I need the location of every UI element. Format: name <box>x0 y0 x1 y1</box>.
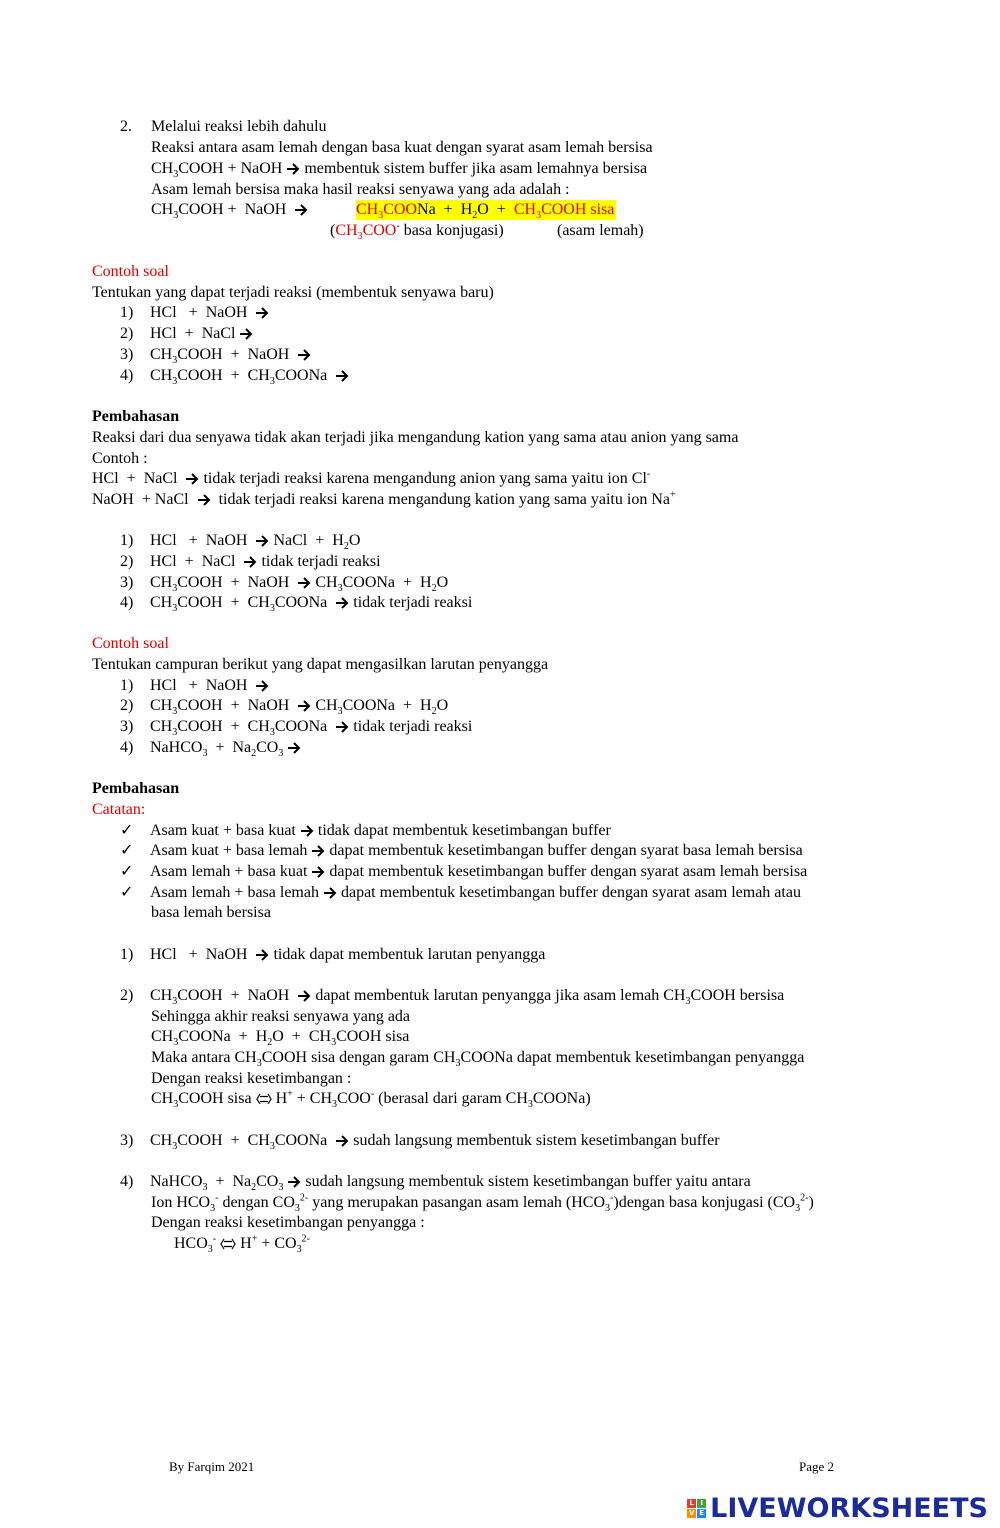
intro-equation-products: $CH_3COONa + H_2O$ + $CH_3COOH$ sisa <box>356 201 615 222</box>
checkmark-icon: ✓ <box>120 863 134 880</box>
answer-2: 2) $CH_3COOH$ + NaOH dapat membentuk larutan penyangga jika asam lemah $CH_3COOH$ bersisa <box>120 987 785 1008</box>
pembahasan-2-heading: Pembahasan <box>92 780 180 797</box>
answer-2-line-6: $CH_3COOH$ sisa $H^+ + CH_3COO^-$ (berasal dari garam $CH_3COONa$) <box>151 1088 591 1111</box>
right-arrow-icon <box>286 163 300 175</box>
right-arrow-icon <box>300 825 314 837</box>
logo-mark-icon: L I V E <box>687 1499 706 1518</box>
list-item: 2) HCl + NaCl <box>120 324 253 344</box>
checkmark-icon: ✓ <box>120 822 134 839</box>
answer-4: 4) NaHCO$_3$ + $Na_2CO_3$ sudah langsung membentuk sistem kesetimbangan buffer yaitu antara <box>120 1173 751 1194</box>
pembahasan-1-rule: Reaksi dari dua senyawa tidak akan terjadi jika mengandung kation yang sama atau anion yang sama <box>92 429 739 446</box>
checkmark-icon: ✓ <box>120 884 134 901</box>
right-arrow-icon <box>294 204 308 216</box>
intro-line-3: $CH_3COOH$ + NaOH membentuk sistem buffer jika asam lemahnya bersisa <box>151 160 648 181</box>
list-item: 4) $CH_3COOH$ + $CH_3COONa$ tidak terjadi reaksi <box>120 594 473 615</box>
pembahasan-1-contoh-label: Contoh : <box>92 450 148 467</box>
list-item: 1) HCl + NaOH <box>120 303 269 323</box>
answer-3: 3) $CH_3COOH$ + $CH_3COONa$ sudah langsung membentuk sistem kesetimbangan buffer <box>120 1132 720 1153</box>
list-item: 4) NaHCO$_3$ + $Na_2CO_3$ <box>120 738 301 758</box>
footer-page-number: Page 2 <box>799 1459 835 1474</box>
answer-1: 1) HCl + NaOH tidak dapat membentuk larutan penyangga <box>120 946 546 963</box>
liveworksheets-logo[interactable] <box>687 1490 988 1526</box>
right-arrow-icon <box>297 700 311 712</box>
answer-2-line-2: Sehingga akhir reaksi senyawa yang ada <box>151 1008 411 1025</box>
list-item: 1) HCl + NaOH NaCl + $H_2O$ <box>120 532 361 553</box>
note-item: ✓ Asam kuat + basa kuat tidak dapat membentuk kesetimbangan buffer <box>120 822 611 839</box>
right-arrow-icon <box>297 349 311 361</box>
right-arrow-icon <box>311 866 325 878</box>
list-item: 4) $CH_3COOH$ + $CH_3COONa$ <box>120 366 349 386</box>
intro-line-3-text: membentuk sistem buffer jika asam lemahnya bersisa <box>304 160 648 177</box>
answer-4-line-3: Dengan reaksi kesetimbangan penyangga : <box>151 1214 425 1231</box>
answer-2-line-5: Dengan reaksi kesetimbangan : <box>151 1070 352 1087</box>
right-arrow-icon <box>335 370 349 382</box>
intro-line-1: Melalui reaksi lebih dahulu <box>151 118 327 135</box>
right-arrow-icon <box>197 494 211 506</box>
list-item: 1) HCl + NaOH <box>120 676 269 696</box>
contoh-soal-2-question: Tentukan campuran berikut yang dapat mengasilkan larutan penyangga <box>92 656 549 673</box>
list-item: 3) $CH_3COOH$ + NaOH <box>120 345 311 365</box>
pembahasan-1-heading: Pembahasan <box>92 408 180 425</box>
right-arrow-icon <box>311 845 325 857</box>
right-arrow-icon <box>323 887 337 899</box>
right-arrow-icon <box>255 949 269 961</box>
weak-acid-label: (asam lemah) <box>557 222 644 239</box>
pembahasan-1-example-1: HCl + NaCl tidak terjadi reaksi karena mengandung anion yang sama yaitu ion Cl- <box>92 468 651 487</box>
note-item: ✓ Asam kuat + basa lemah dapat membentuk kesetimbangan buffer dengan syarat basa lemah bersisa <box>120 842 803 859</box>
logo-text: LIVEWORKSHEETS <box>710 1492 988 1524</box>
contoh-soal-1-heading: Contoh soal <box>92 263 169 280</box>
footer-author: By Farqim 2021 <box>169 1459 255 1474</box>
intro-equation-labels: ($CH_3COO^-$ basa konjugasi) <box>330 220 504 243</box>
right-arrow-icon <box>287 742 301 754</box>
intro-line-4: Asam lemah bersisa maka hasil reaksi senyawa yang ada adalah : <box>151 181 570 198</box>
answer-2-line-3: $CH_3COONa + H_2O$ + $CH_3COOH$ sisa <box>151 1028 410 1049</box>
answer-4-line-4: $HCO_3^-$ $H^+ + CO_3^{2-}$ <box>174 1233 310 1256</box>
right-arrow-icon <box>287 1176 301 1188</box>
right-arrow-icon <box>297 990 311 1002</box>
list-item: 3) $CH_3COOH$ + NaOH $CH_3COONa + H_2O$ <box>120 574 449 595</box>
equilibrium-arrow-icon <box>220 1238 236 1250</box>
checkmark-icon: ✓ <box>120 842 134 859</box>
note-item-continuation: basa lemah bersisa <box>151 904 271 921</box>
contoh-soal-1-question: Tentukan yang dapat terjadi reaksi (membentuk senyawa baru) <box>92 284 494 301</box>
right-arrow-icon <box>255 535 269 547</box>
list-item: 2) $CH_3COOH$ + NaOH $CH_3COONa + H_2O$ <box>120 697 449 718</box>
right-arrow-icon <box>297 577 311 589</box>
right-arrow-icon <box>335 597 349 609</box>
answer-4-line-2: Ion $HCO_3^-$ dengan $CO_3^{2-}$ yang merupakan pasangan asam lemah $(HCO_3^-)dengan$ basa konjugasi $(CO_3^{2-})$ <box>151 1192 814 1215</box>
note-item: ✓ Asam lemah + basa lemah dapat membentuk kesetimbangan buffer dengan syarat asam lemah atau <box>120 884 801 901</box>
right-arrow-icon <box>335 721 349 733</box>
right-arrow-icon <box>185 473 199 485</box>
answer-2-line-4: Maka antara $CH_3COOH$ sisa dengan garam $CH_3COONa$ dapat membentuk kesetimbangan penyangga <box>151 1049 805 1070</box>
list-item: 2) HCl + NaCl tidak terjadi reaksi <box>120 553 381 570</box>
intro-item-number: 2. <box>120 118 132 135</box>
equilibrium-arrow-icon <box>256 1093 272 1105</box>
right-arrow-icon <box>335 1135 349 1147</box>
right-arrow-icon <box>255 680 269 692</box>
right-arrow-icon <box>239 328 253 340</box>
note-item: ✓ Asam lemah + basa kuat dapat membentuk kesetimbangan buffer dengan syarat asam lemah bersisa <box>120 863 808 880</box>
pembahasan-1-example-2: NaOH + NaCl tidak terjadi reaksi karena mengandung kation yang sama yaitu ion Na+ <box>92 489 676 508</box>
right-arrow-icon <box>255 307 269 319</box>
intro-line-2: Reaksi antara asam lemah dengan basa kuat dengan syarat asam lemah bersisa <box>151 139 653 156</box>
catatan-label: Catatan: <box>92 801 146 818</box>
list-item: 3) $CH_3COOH$ + $CH_3COONa$ tidak terjadi reaksi <box>120 718 473 739</box>
intro-equation: $CH_3COOH$ + NaOH <box>151 200 308 220</box>
right-arrow-icon <box>243 556 257 568</box>
contoh-soal-2-heading: Contoh soal <box>92 635 169 652</box>
conjugate-base-label: basa konjugasi) <box>403 222 504 239</box>
